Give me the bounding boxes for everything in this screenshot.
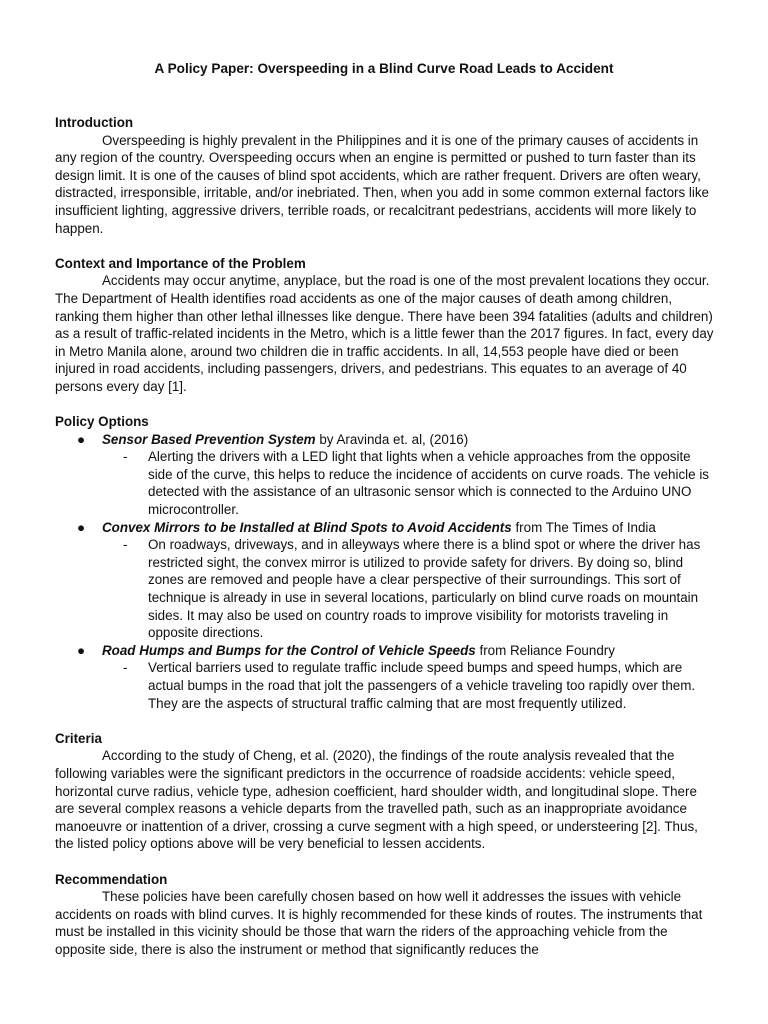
recommendation-heading: Recommendation [55, 871, 168, 887]
policy-option-detail [55, 536, 715, 642]
context-heading: Context and Importance of the Problem [55, 255, 306, 271]
policy-option-detail [55, 448, 715, 518]
policy-option-source: from Reliance Foundry [475, 642, 615, 658]
recommendation-paragraph: These policies have been carefully chosen based on how well it addresses the issues with vehicle accidents on roads with blind curves. It is highly recommended for these kinds of routes. The instruments that must be installed in this vicinity should be those that warn the riders of the approaching vehicle from the opposite side, there is also the instrument or method that significantly reduces the [55, 889, 703, 957]
policy-option-detail-text: On roadways, driveways, and in alleyways where there is a blind spot or where the driver has restricted sight, the convex mirror is utilized to provide safety for drivers. By doing so, blind zones are removed and people have a clear perspective of their surroundings. This sort of technique is already in use in several locations, particularly on blind curve roads on mountain sides. It may also be used on country roads to improve visibility for motorists traveling in opposite directions. [148, 537, 701, 641]
policy-option-item [55, 519, 715, 537]
dash-icon: - [123, 660, 128, 676]
introduction-heading: Introduction [55, 115, 134, 130]
policy-option-name: Sensor Based Prevention System [102, 431, 316, 447]
policy-options-heading: Policy Options [55, 414, 149, 430]
dash-icon: - [123, 537, 128, 553]
criteria-heading: Criteria [55, 730, 102, 746]
introduction-paragraph: Overspeeding is highly prevalent in the Philippines and it is one of the primary causes of accidents in any region of the country. Overspeeding occurs when an engine is permitted or pushed to turn faster than its design limit. It is one of the causes of blind spot accidents, which are rather frequent. Drivers are often weary, distracted, irresponsible, irritable, and/or inebriated. Then, when you add in some common external factors like insufficient lighting, aggressive drivers, terrible roads, or recalcitrant pedestrians, accidents will more likely to happen. [55, 132, 709, 236]
policy-option-name: Road Humps and Bumps for the Control of Vehicle Speeds [102, 642, 476, 658]
page-title: A Policy Paper: Overspeeding in a Blind Curve Road Leads to Accident [154, 61, 614, 76]
policy-option-item [55, 642, 715, 660]
bullet-icon: ● [77, 431, 86, 447]
policy-option-detail [55, 659, 715, 712]
policy-option-item [55, 431, 715, 449]
criteria-paragraph: According to the study of Cheng, et al. (2020), the findings of the route analysis revealed that the following variables were the significant predictors in the occurrence of roadside accidents: vehicle speed, horizontal curve radius, vehicle type, adhesion coefficient, hard shoulder width, and longitudinal slope. There are several complex reasons a vehicle departs from the travelled path, such as an inappropriate avoidance manoeuvre or inattention of a driver, crossing a curve segment with a high speed, or understeering [2]. Thus, the listed policy options above will be very beneficial to lessen accidents. [55, 748, 698, 852]
policy-option-source: by Aravinda et. al, (2016) [315, 431, 469, 447]
context-paragraph: Accidents may occur anytime, anyplace, but the road is one of the most prevalent locations they occur. The Department of Health identifies road accidents as one of the major causes of death among children, ranking them higher than other lethal illnesses like dengue. There have been 394 fatalities (adults and children) as a result of traffic-related incidents in the Metro, which is a little fewer than the 2017 figures. In fact, every day in Metro Manila alone, around two children die in traffic accidents. In all, 14,553 people have died or been injured in road accidents, including passengers, drivers, and pedestrians. This equates to an average of 40 persons every day [1]. [55, 273, 714, 394]
policy-option-source: from The Times of India [511, 519, 656, 535]
policy-option-detail-text: Vertical barriers used to regulate traffic include speed bumps and speed humps, which are actual bumps in the road that jolt the passengers of a vehicle traveling too rapidly over them. They are the aspects of structural traffic calming that are most frequently utilized. [148, 660, 696, 711]
policy-option-name: Convex Mirrors to be Installed at Blind Spots to Avoid Accidents [102, 519, 512, 535]
document-body [55, 114, 715, 959]
policy-option-detail-text: Alerting the drivers with a LED light that lights when a vehicle approaches from the opposite side of the curve, this helps to reduce the incidence of accidents on curve roads. The vehicle is detected with the assistance of an ultrasonic sensor which is connected to the Arduino UNO microcontroller. [148, 449, 709, 518]
bullet-icon: ● [77, 519, 86, 535]
dash-icon: - [123, 449, 128, 465]
bullet-icon: ● [77, 642, 86, 658]
